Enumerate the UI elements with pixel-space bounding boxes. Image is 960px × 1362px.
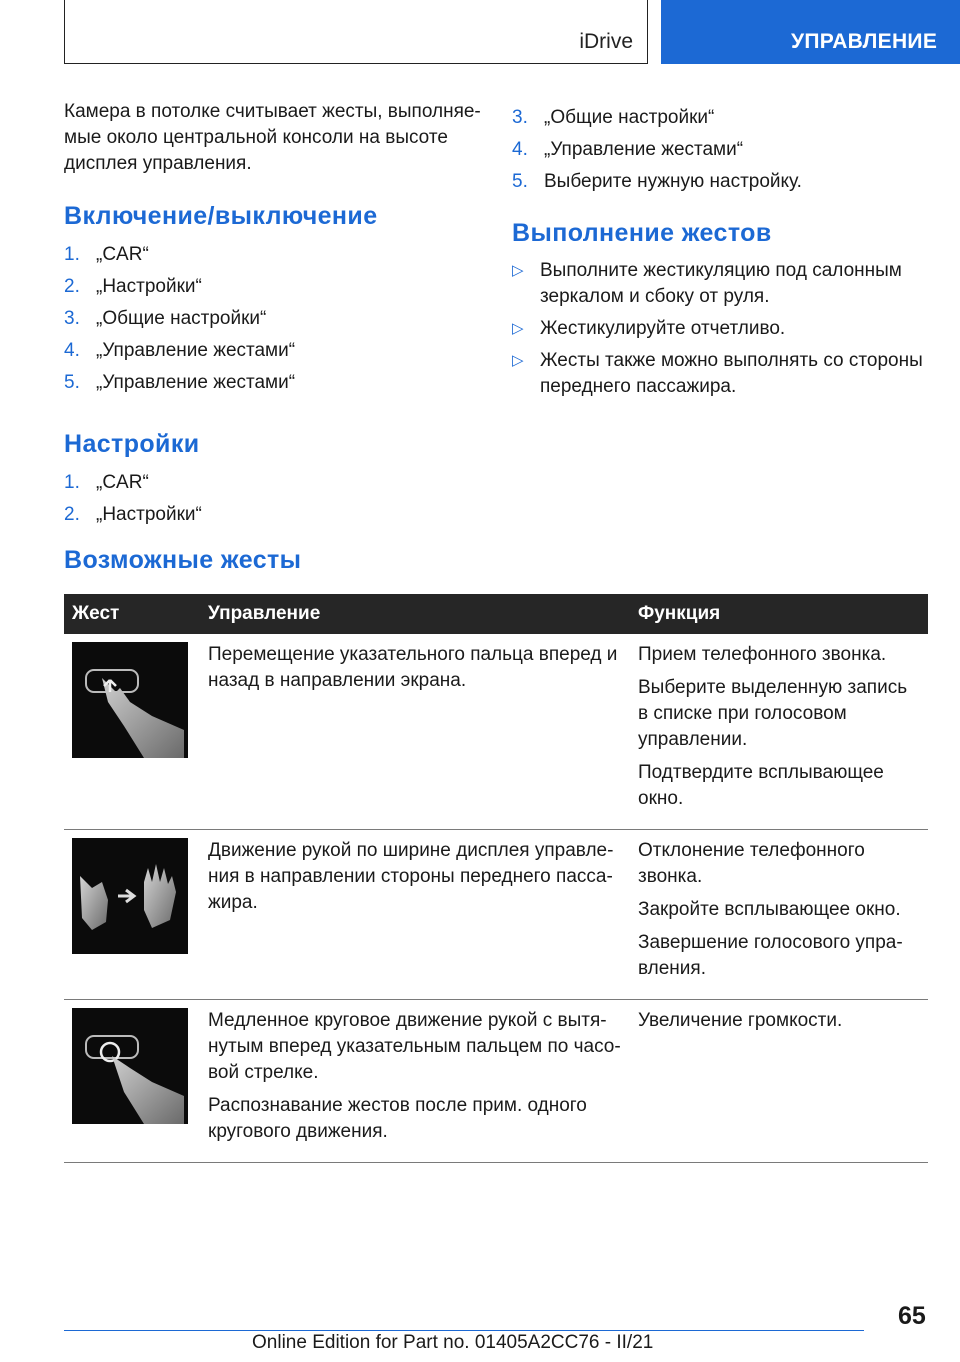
steps-on-off xyxy=(64,239,484,399)
heading-settings: Настройки xyxy=(64,430,200,458)
list-item: 2. „Настройки“ xyxy=(64,504,202,525)
footer-divider xyxy=(64,1330,864,1331)
list-item: 3. „Общие настройки“ xyxy=(64,308,267,329)
list-item: 1. „CAR“ xyxy=(64,472,149,493)
perform-bullets xyxy=(512,258,928,400)
table-header-row xyxy=(64,594,928,634)
steps-settings xyxy=(64,467,484,531)
list-item: 4. „Управление жестами“ xyxy=(512,139,744,160)
triangle-bullet-icon: ▷ xyxy=(512,352,524,369)
column-header: Управление xyxy=(200,594,630,634)
triangle-bullet-icon: ▷ xyxy=(512,320,524,337)
header-frame xyxy=(64,0,648,64)
heading-perform: Выполнение жестов xyxy=(512,219,772,247)
point-forward-back-gesture-icon xyxy=(72,642,188,758)
footer-edition: Online Edition for Part no. 01405A2CC76 - II/21 xyxy=(252,1332,654,1353)
list-item: 1. „CAR“ xyxy=(64,244,149,265)
table-row: Перемещение указательного пальца вперед и назад в направлении экрана. Прием телефонного звонка. Выберите выделенную запись в списке при голосовом управлении. Подтвердите всплывающее окно. xyxy=(64,634,928,830)
list-item: 3. „Общие настройки“ xyxy=(512,107,715,128)
list-item: ▷ Жестикулируйте отчетливо. xyxy=(512,316,928,342)
circle-finger-gesture-icon xyxy=(72,1008,188,1124)
heading-on-off: Включение/выключение xyxy=(64,202,378,230)
left-column xyxy=(64,99,484,531)
column-header: Жест xyxy=(64,594,200,634)
column-header: Функция xyxy=(630,594,928,634)
header-section: iDrive xyxy=(579,30,633,53)
header-chapter-tab xyxy=(661,0,960,64)
list-item: 5. Выберите нужную настройку. xyxy=(512,171,802,192)
table-row: Движение рукой по ширине дисплея управления в направлении стороны переднего пассажира. Отклонение телефонного звонка. Закройте всплывающее окно. Завершение голосового управления. xyxy=(64,830,928,1000)
page-number: 65 xyxy=(898,1302,926,1330)
table-row: Медленное круговое движение рукой с вытянутым вперед указательным пальцем по часовой стрелке. Распознавание жестов после прим. одного кругового движения. Увеличение громкости. xyxy=(64,1000,928,1163)
gestures-table xyxy=(64,594,928,1163)
swipe-hand-gesture-icon xyxy=(72,838,188,954)
list-item: 4. „Управление жестами“ xyxy=(64,340,296,361)
triangle-bullet-icon: ▷ xyxy=(512,262,524,279)
list-item: 2. „Настройки“ xyxy=(64,276,202,297)
header-chapter: УПРАВЛЕНИЕ xyxy=(791,30,938,53)
list-item: ▷ Жесты также можно выполнять со стороны переднего пассажира. xyxy=(512,350,923,397)
list-item: 5. „Управление жестами“ xyxy=(64,372,296,393)
right-column xyxy=(512,102,928,406)
list-item: ▷ Выполните жестикуляцию под салонным зеркалом и сбоку от руля. xyxy=(512,260,902,307)
steps-settings-continued xyxy=(512,102,928,198)
intro-text: Камера в потолке считывает жесты, выполняемые около центральной консоли на высоте дисплея управления. xyxy=(64,101,481,174)
heading-gestures: Возможные жесты xyxy=(64,546,302,574)
